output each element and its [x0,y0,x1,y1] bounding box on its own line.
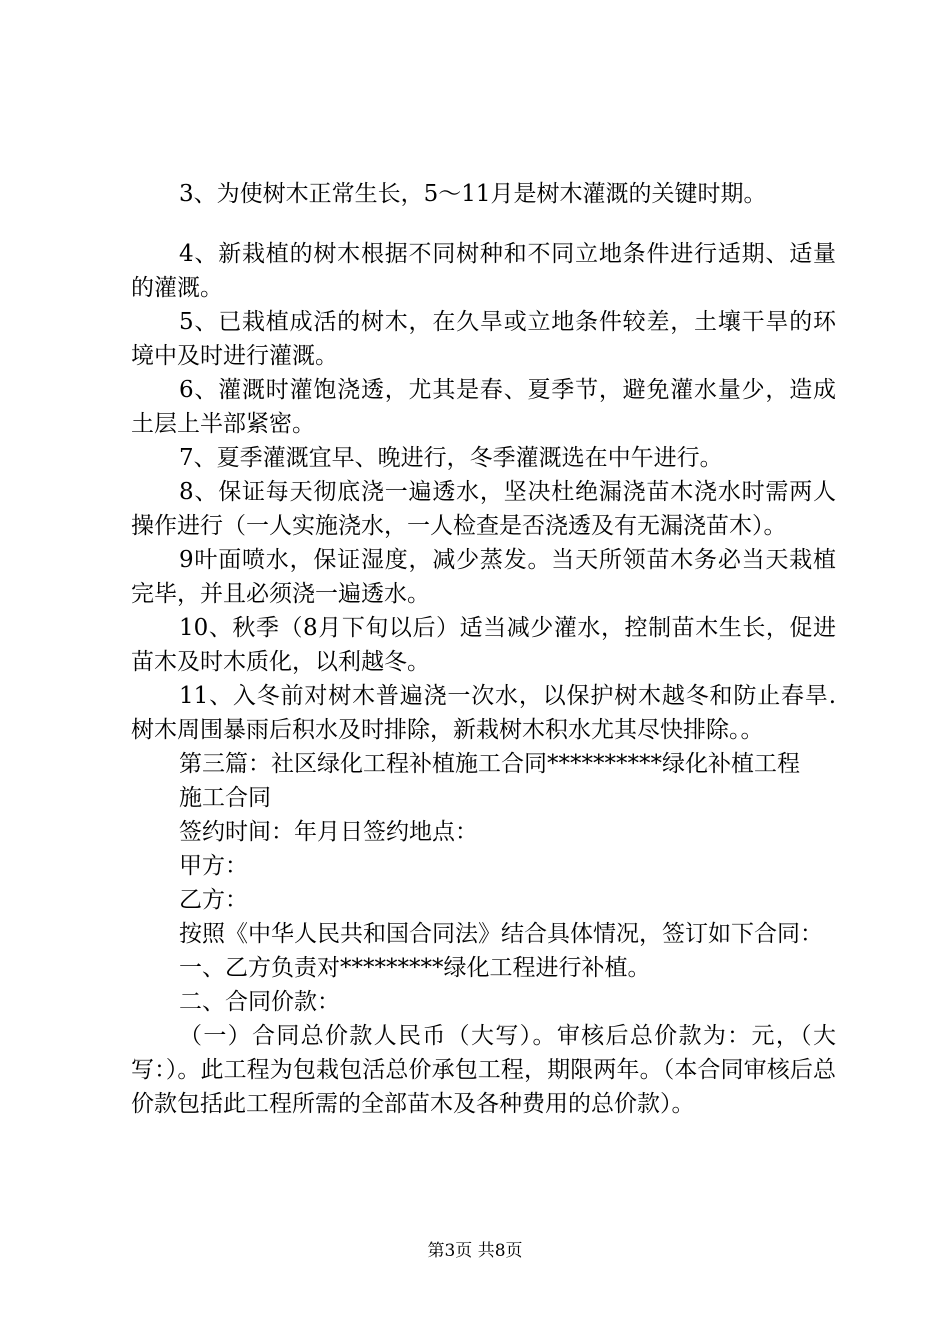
paragraph-irrigation-7: 7、夏季灌溉宜早、晚进行，冬季灌溉选在中午进行。 [179,445,723,471]
paragraph-irrigation-10: 10、秋季（8月下旬以后）适当减少灌水，控制苗木生长，促进苗木及时木质化，以利越冬。 [131,615,836,675]
contract-clause-1: 一、乙方负责对*********绿化工程进行补植。 [179,955,651,981]
paragraph-irrigation-8: 8、保证每天彻底浇一遍透水，坚决杜绝漏浇苗木浇水时需两人操作进行（一人实施浇水，一人检查是否浇透及有无漏浇苗木）。 [131,479,836,539]
party-b: 乙方： [179,887,248,913]
paragraph-irrigation-11: 11、入冬前对树木普遍浇一次水，以保护树木越冬和防止春旱.树木周围暴雨后积水及时排除，新栽树木积水尤其尽快排除。。 [131,683,836,743]
paragraph-irrigation-9: 9叶面喷水，保证湿度，减少蒸发。当天所领苗木务必当天栽植完毕，并且必须浇一遍透水。 [131,547,836,607]
paragraph-irrigation-6: 6、灌溉时灌饱浇透，尤其是春、夏季节，避免灌水量少，造成土层上半部紧密。 [131,377,836,437]
document-body [131,177,836,1121]
contract-clause-2: 二、合同价款： [179,989,340,1015]
contract-preamble: 按照《中华人民共和国合同法》结合具体情况，签订如下合同： [179,921,823,947]
party-a: 甲方： [179,853,248,879]
signing-info: 签约时间：年月日签约地点： [179,819,478,845]
paragraph-irrigation-4: 4、新栽植的树木根据不同树种和不同立地条件进行适期、适量的灌溉。 [131,241,836,301]
section-title-part-three: 第三篇：社区绿化工程补植施工合同**********绿化补植工程 [179,751,800,777]
contract-title: 施工合同 [179,785,271,811]
paragraph-irrigation-5: 5、已栽植成活的树木，在久旱或立地条件较差，土壤干旱的环境中及时进行灌溉。 [131,309,836,369]
contract-clause-2-1: （一）合同总价款人民币（大写）。审核后总价款为：元，（大写：）。此工程为包栽包活总价承包工程，期限两年。（本合同审核后总价款包括此工程所需的全部苗木及各种费用的总价款）。 [131,1023,836,1117]
page-footer: 第3页 共8页 [427,1241,523,1261]
paragraph-irrigation-3: 3、为使树木正常生长，5～11月是树木灌溉的关键时期。 [179,181,767,207]
